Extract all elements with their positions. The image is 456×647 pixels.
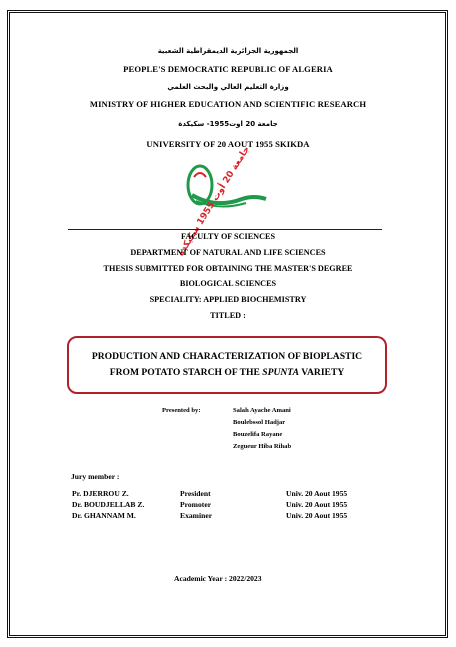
- ministry-heading: MINISTRY OF HIGHER EDUCATION AND SCIENTIFIC RESEARCH: [89, 99, 367, 109]
- jury-label: Jury member :: [71, 472, 120, 481]
- thesis-title-line2: [69, 365, 385, 381]
- jury-name-1: Pr. DJERROU Z.: [72, 489, 129, 498]
- jury-role-3: Examiner: [180, 511, 213, 520]
- jury-name-3: Dr. GHANNAM M.: [72, 511, 136, 520]
- presenter-name-4: Zegueur Hiba Rihab: [233, 443, 292, 450]
- speciality-heading: SPECIALITY: APPLIED BIOCHEMISTRY: [149, 295, 307, 304]
- republic-heading: PEOPLE'S DEMOCRATIC REPUBLIC OF ALGERIA: [123, 64, 333, 74]
- arabic-university-heading: جامعة 20 اوت1955- سكيكدة: [178, 120, 278, 128]
- jury-role-1: President: [180, 489, 211, 498]
- presented-by-label: Presented by:: [162, 407, 201, 414]
- thesis-title-line1: PRODUCTION AND CHARACTERIZATION OF BIOPLASTIC: [91, 351, 363, 362]
- presenter-name-3: Bouzelifa Rayane: [233, 431, 283, 438]
- jury-affiliation-1: Univ. 20 Aout 1955: [286, 489, 348, 498]
- thesis-title-variety: SPUNTA: [262, 367, 300, 378]
- academic-year: Academic Year : 2022/2023: [174, 574, 262, 583]
- thesis-title-line2-start: FROM POTATO STARCH OF THE: [109, 367, 263, 378]
- thesis-title-line2-end: VARIETY: [299, 367, 345, 378]
- presenter-name-2: Boulebssol Hadjar: [233, 419, 286, 426]
- department-heading: DEPARTMENT OF NATURAL AND LIFE SCIENCES: [130, 248, 326, 257]
- arabic-ministry-heading: وزارة التعليم العالي والبحث العلمي: [167, 83, 289, 91]
- jury-affiliation-2: Univ. 20 Aout 1955: [286, 500, 348, 509]
- field-heading: BIOLOGICAL SCIENCES: [179, 279, 277, 288]
- presenter-name-1: Salah Ayache Amani: [233, 407, 291, 414]
- header-divider: [68, 229, 382, 230]
- jury-affiliation-3: Univ. 20 Aout 1955: [286, 511, 348, 520]
- logo-text: جامعة 20 أوت 1955 سكيكدة: [176, 144, 253, 259]
- faculty-heading: FACULTY OF SCIENCES: [180, 232, 276, 241]
- jury-name-2: Dr. BOUDJELLAB Z.: [72, 500, 145, 509]
- thesis-title-box: [67, 336, 387, 394]
- university-heading: UNIVERSITY OF 20 AOUT 1955 SKIKDA: [146, 139, 310, 149]
- arabic-republic-heading: الجمهورية الجزائرية الديمقراطية الشعبية: [157, 47, 299, 55]
- thesis-heading: THESIS SUBMITTED FOR OBTAINING THE MASTER'S DEGREE: [103, 264, 353, 273]
- titled-label: TITLED :: [210, 311, 246, 320]
- jury-role-2: Promoter: [180, 500, 212, 509]
